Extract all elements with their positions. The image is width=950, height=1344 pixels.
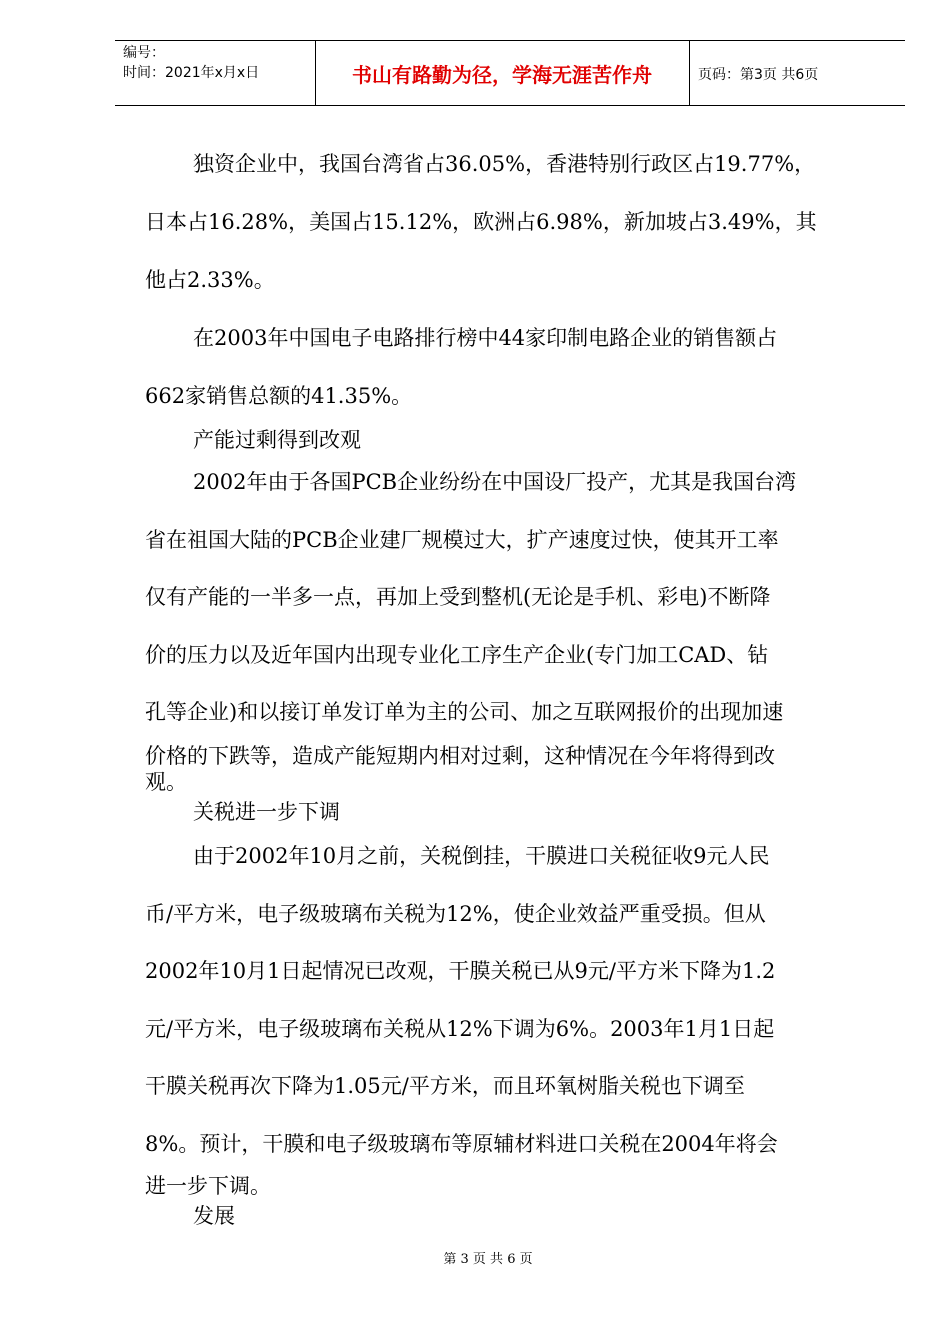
- text-line: 观。: [145, 770, 187, 794]
- text-line: 2002年10月1日起情况已改观，干膜关税已从9元/平方米下降为1.2: [145, 959, 776, 983]
- text-line: 价格的下跌等，造成产能短期内相对过剩，这种情况在今年将得到改: [145, 744, 775, 768]
- text-line: 元/平方米，电子级玻璃布关税从12%下调为6%。2003年1月1日起: [145, 1017, 775, 1041]
- text-line: 日本占16.28%，美国占15.12%，欧洲占6.98%，新加坡占3.49%，其: [145, 210, 817, 234]
- header-motto: 书山有路勤为径，学海无涯苦作舟: [352, 63, 652, 87]
- text-line: 价的压力以及近年国内出现专业化工序生产企业(专门加工CAD、钻: [145, 643, 769, 667]
- text-line: 仅有产能的一半多一点，再加上受到整机(无论是手机、彩电)不断降: [145, 585, 771, 609]
- text-line: 省在祖国大陆的PCB企业建厂规模过大，扩产速度过快，使其开工率: [145, 528, 779, 552]
- text-line: 孔等企业)和以接订单发订单为主的公司、加之互联网报价的出现加速: [145, 700, 784, 724]
- section-heading: 关税进一步下调: [193, 800, 340, 824]
- section-heading: 发展: [193, 1204, 235, 1228]
- page-footer: 第 3 页 共 6 页: [443, 1252, 533, 1267]
- text-line: 由于2002年10月之前，关税倒挂，干膜进口关税征收9元人民: [193, 844, 770, 868]
- text-line: 8%。预计，干膜和电子级玻璃布等原辅材料进口关税在2004年将会: [145, 1132, 778, 1156]
- header-divider: [689, 41, 690, 106]
- header-time-label: 时间：2021年x月x日: [123, 65, 260, 81]
- text-line: 干膜关税再次下降为1.05元/平方米，而且环氧树脂关税也下调至: [145, 1074, 745, 1098]
- text-line: 2002年由于各国PCB企业纷纷在中国设厂投产，尤其是我国台湾: [193, 470, 797, 494]
- header-number-label: 编号：: [123, 45, 165, 61]
- section-heading: 产能过剩得到改观: [193, 428, 361, 452]
- text-line: 币/平方米，电子级玻璃布关税为12%，使企业效益严重受损。但从: [145, 902, 766, 926]
- text-line: 662家销售总额的41.35%。: [145, 384, 413, 408]
- text-line: 在2003年中国电子电路排行榜中44家印制电路企业的销售额占: [193, 326, 778, 350]
- page-header: [115, 40, 905, 106]
- header-page-info: 页码：第3页 共6页: [698, 67, 819, 83]
- text-line: 进一步下调。: [145, 1174, 271, 1198]
- text-line: 他占2.33%。: [145, 268, 275, 292]
- header-meta: [123, 43, 313, 83]
- text-line: 独资企业中，我国台湾省占36.05%，香港特别行政区占19.77%，: [193, 152, 816, 176]
